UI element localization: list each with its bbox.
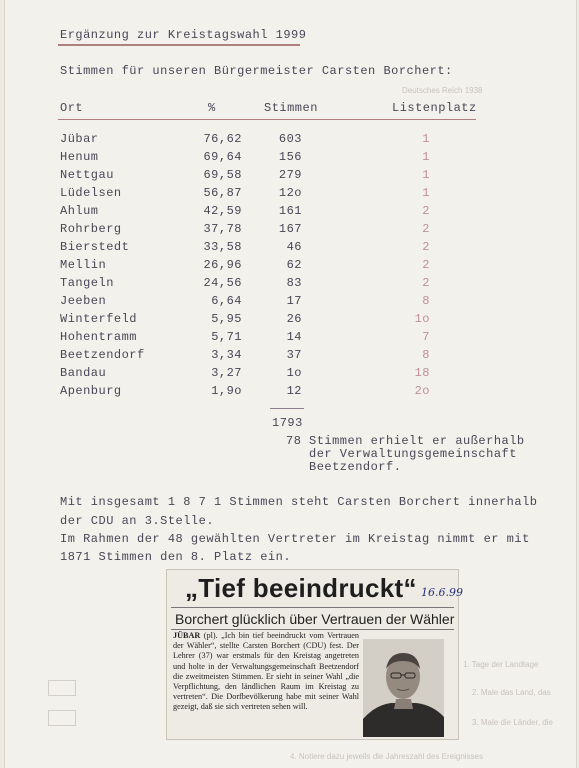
cell-listenplatz: 2: [422, 204, 430, 218]
clipping-rule: [171, 629, 454, 630]
subtitle: Stimmen für unseren Bürgermeister Carsten Borchert:: [60, 64, 453, 78]
table-row: [0, 366, 579, 384]
cell-percent: 1,9o: [211, 384, 242, 398]
title-underline: [58, 44, 300, 46]
clipping-rule: [171, 607, 454, 608]
cell-listenplatz: 1o: [414, 312, 430, 326]
table-row: [0, 258, 579, 276]
cell-percent: 26,96: [203, 258, 242, 272]
cell-percent: 33,58: [203, 240, 242, 254]
cell-percent: 3,34: [211, 348, 242, 362]
cell-listenplatz: 2: [422, 240, 430, 254]
cell-listenplatz: 1: [422, 168, 430, 182]
column-header-listenplatz: Listenplatz: [392, 101, 477, 115]
cell-listenplatz: 18: [414, 366, 430, 380]
cell-stimmen: 603: [278, 132, 302, 146]
cell-listenplatz: 1: [422, 150, 430, 164]
table-row: [0, 204, 579, 222]
table-row: [0, 384, 579, 402]
cell-listenplatz: 7: [422, 330, 430, 344]
clipping-text: (pl). „Ich bin tief beeindruckt vom Vertrauen der Wähler“, stellte Carsten Borchert (CDU) fest. Der Lehrer (37) war erstmals für den Kreistag angetreten und holte in der Verwaltungsgemeinschaft Beetzendorf die zweitmeisten Stimmen. Er sieht in seiner Wahl „die Verpflichtung, den ländlichen Raum im Kreistag zu vertreten“. Die Dorfbevölkerung habe mit seiner Wahl gezeigt, daß sie sich vertreten sehen will.: [173, 631, 359, 712]
ghost-text: 2. Male das Land, das: [472, 688, 551, 697]
cell-listenplatz: 8: [422, 348, 430, 362]
portrait-image: [363, 639, 444, 737]
cell-listenplatz: 2: [422, 258, 430, 272]
ghost-text: Deutsches Reich 1938: [402, 86, 483, 95]
table-row: [0, 150, 579, 168]
cell-percent: 69,58: [203, 168, 242, 182]
summary-line4: 1871 Stimmen den 8. Platz ein.: [60, 550, 292, 564]
cell-ort: Ahlum: [60, 204, 99, 218]
cell-ort: Rohrberg: [60, 222, 122, 236]
cell-ort: Winterfeld: [60, 312, 138, 326]
cell-stimmen: 167: [278, 222, 302, 236]
cell-ort: Jeeben: [60, 294, 107, 308]
outside-text-line1: Stimmen erhielt er außerhalb: [309, 434, 525, 448]
column-header-percent: %: [208, 101, 216, 115]
outside-count: 78: [286, 434, 302, 448]
handwritten-date: 16.6.99: [421, 586, 463, 599]
cell-listenplatz: 1: [422, 186, 430, 200]
cell-stimmen: 46: [286, 240, 302, 254]
cell-stimmen: 1o: [286, 366, 302, 380]
ghost-box: [48, 680, 76, 696]
page-title: Ergänzung zur Kreistagswahl 1999: [60, 28, 307, 42]
cell-ort: Mellin: [60, 258, 107, 272]
outside-text-line3: Beetzendorf.: [309, 460, 402, 474]
cell-stimmen: 37: [286, 348, 302, 362]
cell-ort: Bierstedt: [60, 240, 130, 254]
newspaper-clipping: [166, 569, 463, 740]
cell-listenplatz: 8: [422, 294, 430, 308]
cell-listenplatz: 2: [422, 276, 430, 290]
cell-stimmen: 161: [278, 204, 302, 218]
cell-ort: Henum: [60, 150, 99, 164]
cell-listenplatz: 2o: [414, 384, 430, 398]
table-row: [0, 348, 579, 366]
table-row: [0, 294, 579, 312]
cell-ort: Beetzendorf: [60, 348, 145, 362]
cell-stimmen: 83: [286, 276, 302, 290]
cell-percent: 42,59: [203, 204, 242, 218]
table-row: [0, 276, 579, 294]
cell-ort: Apenburg: [60, 384, 122, 398]
summary-line2: der CDU an 3.Stelle.: [60, 514, 215, 528]
outside-text-line2: der Verwaltungsgemeinschaft: [309, 447, 517, 461]
cell-stimmen: 62: [286, 258, 302, 272]
cell-stimmen: 26: [286, 312, 302, 326]
column-header-ort: Ort: [60, 101, 84, 115]
total-votes: 1793: [272, 416, 303, 430]
cell-percent: 6,64: [211, 294, 242, 308]
cell-ort: Tangeln: [60, 276, 114, 290]
table-row: [0, 168, 579, 186]
cell-ort: Hohentramm: [60, 330, 138, 344]
cell-percent: 3,27: [211, 366, 242, 380]
portrait-photo: [363, 639, 444, 737]
cell-percent: 5,95: [211, 312, 242, 326]
table-row: [0, 330, 579, 348]
cell-stimmen: 12: [286, 384, 302, 398]
table-row: [0, 132, 579, 150]
cell-percent: 69,64: [203, 150, 242, 164]
cell-percent: 5,71: [211, 330, 242, 344]
clipping-subheadline: Borchert glücklich über Vertrauen der Wähler: [175, 611, 455, 627]
summary-line1: Mit insgesamt 1 8 7 1 Stimmen steht Carsten Borchert innerhalb: [60, 495, 538, 509]
cell-ort: Lüdelsen: [60, 186, 122, 200]
table-row: [0, 222, 579, 240]
ghost-text: 1. Tage der Landtage: [463, 660, 539, 669]
sum-rule: [270, 408, 304, 409]
summary-line3: Im Rahmen der 48 gewählten Vertreter im Kreistag nimmt er mit: [60, 532, 530, 546]
table-row: [0, 312, 579, 330]
clipping-headline: „Tief beeindruckt“: [185, 573, 417, 603]
clipping-dateline: JÜBAR: [173, 631, 201, 640]
cell-stimmen: 12o: [278, 186, 302, 200]
table-row: [0, 240, 579, 258]
cell-stimmen: 279: [278, 168, 302, 182]
ghost-text: 4. Notiere dazu jeweils die Jahreszahl des Ereignisses: [290, 752, 483, 761]
cell-percent: 56,87: [203, 186, 242, 200]
column-header-stimmen: Stimmen: [264, 101, 318, 115]
cell-percent: 37,78: [203, 222, 242, 236]
cell-listenplatz: 2: [422, 222, 430, 236]
cell-percent: 24,56: [203, 276, 242, 290]
cell-stimmen: 14: [286, 330, 302, 344]
cell-ort: Jübar: [60, 132, 99, 146]
cell-ort: Bandau: [60, 366, 107, 380]
clipping-body: [173, 631, 359, 713]
header-rule: [58, 119, 476, 120]
cell-listenplatz: 1: [422, 132, 430, 146]
cell-stimmen: 17: [286, 294, 302, 308]
ghost-text: 3. Male die Länder, die: [472, 718, 553, 727]
cell-percent: 76,62: [203, 132, 242, 146]
cell-stimmen: 156: [278, 150, 302, 164]
ghost-box: [48, 710, 76, 726]
cell-ort: Nettgau: [60, 168, 114, 182]
table-row: [0, 186, 579, 204]
